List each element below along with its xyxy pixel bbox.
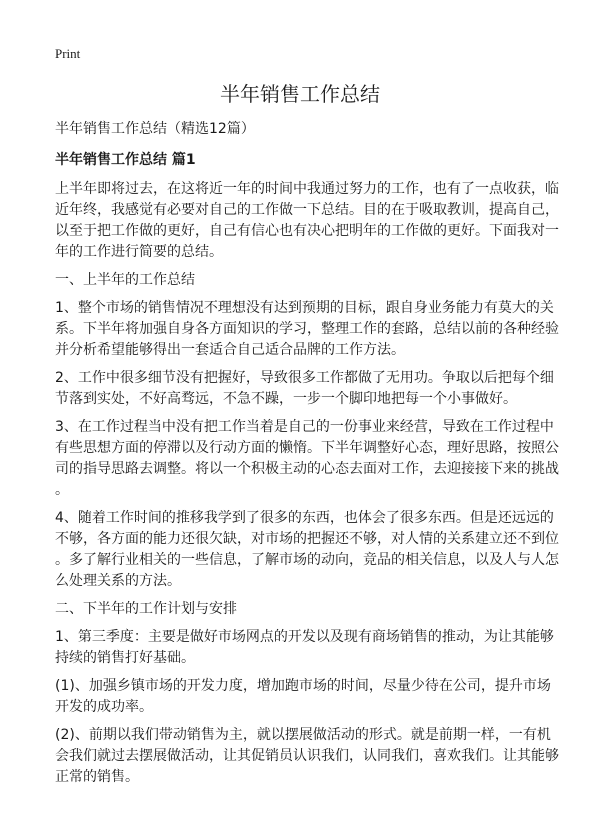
paragraph-line: 以至于把工作做的更好，自己有信心也有决心把明年的工作做的更好。下面我对一 xyxy=(55,223,559,239)
paragraph-line: 1、整个市场的销售情况不理想没有达到预期的目标，跟自身业务能力有莫大的关 xyxy=(55,300,554,316)
paragraph xyxy=(55,298,559,361)
paragraph xyxy=(55,417,559,501)
paragraph-line: 二、下半年的工作计划与安排 xyxy=(55,601,237,617)
paragraph-line: 。 xyxy=(55,482,69,498)
paragraph xyxy=(55,368,555,410)
paragraph-line: 么处理关系的方法。 xyxy=(55,573,181,589)
paragraph xyxy=(55,627,555,669)
paragraph xyxy=(55,599,555,620)
paragraph-line: 并分析希望能够得出一套适合自己适合品牌的工作方法。 xyxy=(55,342,405,358)
paragraph-line: 2、工作中很多细节没有把握好，导致很多工作都做了无用功。争取以后把每个细 xyxy=(55,370,554,386)
paragraph-line: 。多了解行业相关的一些信息，了解市场的动向，竞品的相关信息，以及人与人怎 xyxy=(55,552,559,568)
paragraph-line: 4、随着工作时间的推移我学到了很多的东西，也体会了很多东西。但是还远远的 xyxy=(55,510,554,526)
paragraph xyxy=(55,676,555,718)
paragraph-line: (2)、前期以我们带动销售为主，就以摆展做活动的形式。就是前期一样，一有机 xyxy=(55,727,551,743)
paragraph-line: 年的工作进行简要的总结。 xyxy=(55,244,223,260)
document-body xyxy=(55,119,559,795)
paragraph-line: (1)、加强乡镇市场的开发力度，增加跑市场的时间，尽量少待在公司，提升市场 xyxy=(55,678,551,694)
paragraph-line: 上半年即将过去，在这将近一年的时间中我通过努力的工作，也有了一点收获，临 xyxy=(55,181,559,197)
paragraph-line: 节落到实处，不好高骛远，不急不躁，一步一个脚印地把每一个小事做好。 xyxy=(55,391,517,407)
paragraphs xyxy=(55,179,559,788)
paragraph xyxy=(55,270,555,291)
paragraph-line: 不够，各方面的能力还很欠缺，对市场的把握还不够，对人情的关系建立还不到位 xyxy=(55,531,559,547)
paragraph-line: 有些思想方面的停滞以及行动方面的懒惰。下半年调整好心态，理好思路，按照公 xyxy=(55,440,559,456)
paragraph-line: 1、第三季度：主要是做好市场网点的开发以及现有商场销售的推动，为让其能够 xyxy=(55,629,554,645)
section-heading: 半年销售工作总结 篇1 xyxy=(55,152,196,168)
paragraph-line: 系。下半年将加强自身各方面知识的学习，整理工作的套路，总结以前的各种经验 xyxy=(55,321,559,337)
paragraph xyxy=(55,179,559,263)
paragraph xyxy=(55,508,559,592)
paragraph-line: 3、在工作过程当中没有把工作当着是自己的一份事业来经营，导致在工作过程中 xyxy=(55,419,554,435)
print-link[interactable]: Print xyxy=(55,46,81,61)
paragraph-line: 正常的销售。 xyxy=(55,769,139,785)
paragraph-line: 一、上半年的工作总结 xyxy=(55,272,195,288)
paragraph-line: 会我们就过去摆展做活动，让其促销员认识我们，认同我们，喜欢我们。让其能够 xyxy=(55,748,559,764)
document-subtitle: 半年销售工作总结（精选12篇） xyxy=(55,121,255,137)
paragraph-line: 近年终，我感觉有必要对自己的工作做一下总结。目的在于吸取教训，提高自己， xyxy=(55,202,559,218)
paragraph-line: 持续的销售打好基础。 xyxy=(55,650,195,666)
paragraph xyxy=(55,725,559,788)
paragraph-line: 司的指导思路去调整。将以一个积极主动的心态去面对工作，去迎接接下来的挑战 xyxy=(55,461,559,477)
document-title: 半年销售工作总结 xyxy=(220,82,380,106)
paragraph-line: 开发的成功率。 xyxy=(55,699,153,715)
